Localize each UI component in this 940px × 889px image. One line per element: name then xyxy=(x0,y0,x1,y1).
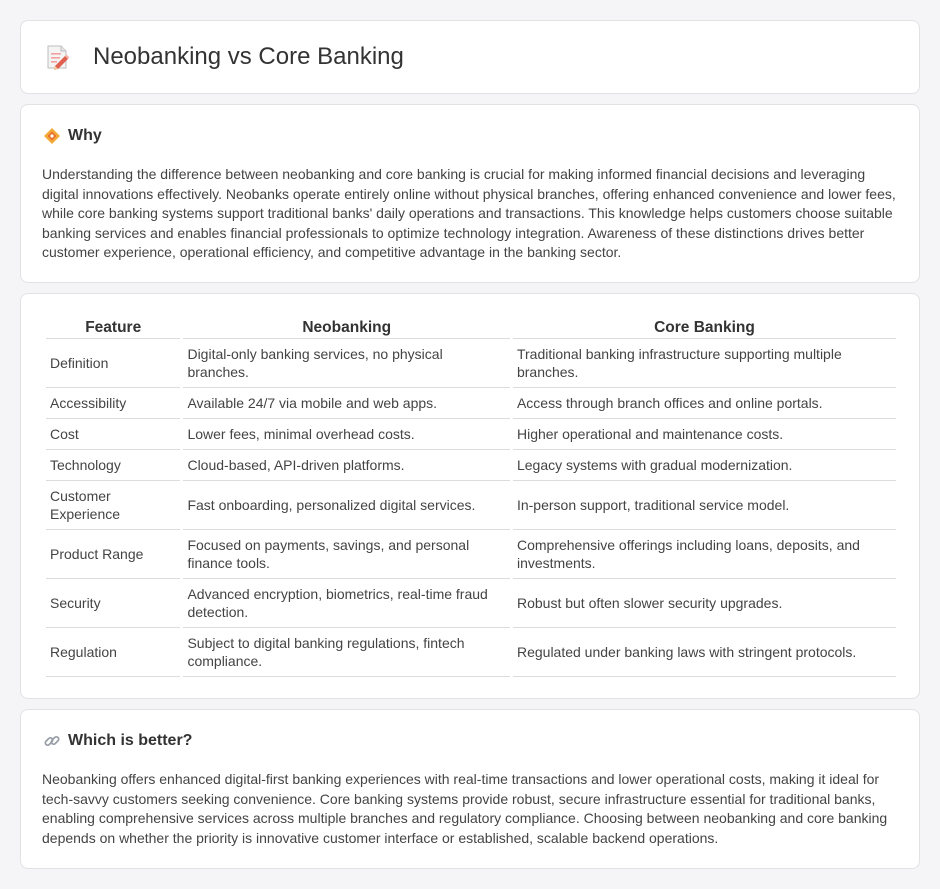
table-row xyxy=(46,419,896,450)
core-banking-cell: Access through branch offices and online portals. xyxy=(513,388,896,419)
link-icon xyxy=(43,732,61,750)
neobanking-cell: Digital-only banking services, no physical branches. xyxy=(183,339,510,388)
better-heading: Which is better? xyxy=(68,732,193,749)
feature-cell: Security xyxy=(46,579,180,628)
table-row xyxy=(46,481,896,530)
feature-cell: Technology xyxy=(46,450,180,481)
why-header xyxy=(43,127,102,145)
which-is-better-section xyxy=(20,709,920,869)
table-row xyxy=(46,339,896,388)
feature-cell: Cost xyxy=(46,419,180,450)
memo-pencil-icon xyxy=(43,43,71,71)
title-card xyxy=(20,20,920,94)
why-section xyxy=(20,104,920,283)
neobanking-cell: Available 24/7 via mobile and web apps. xyxy=(183,388,510,419)
neobanking-cell: Focused on payments, savings, and personal finance tools. xyxy=(183,530,510,579)
core-banking-cell: Traditional banking infrastructure supporting multiple branches. xyxy=(513,339,896,388)
neobanking-cell: Cloud-based, API-driven platforms. xyxy=(183,450,510,481)
feature-cell: Definition xyxy=(46,339,180,388)
comparison-section xyxy=(20,293,920,699)
core-banking-cell: Regulated under banking laws with stringent protocols. xyxy=(513,628,896,677)
core-banking-cell: Robust but often slower security upgrades. xyxy=(513,579,896,628)
table-row xyxy=(46,450,896,481)
neobanking-cell: Fast onboarding, personalized digital services. xyxy=(183,481,510,530)
neobanking-cell: Subject to digital banking regulations, fintech compliance. xyxy=(183,628,510,677)
page-title: Neobanking vs Core Banking xyxy=(93,43,404,70)
feature-cell: Regulation xyxy=(46,628,180,677)
header-core-banking: Core Banking xyxy=(513,315,896,339)
table-row xyxy=(46,628,896,677)
title-row xyxy=(43,43,404,71)
feature-cell: Customer Experience xyxy=(46,481,180,530)
better-text: Neobanking offers enhanced digital-first banking experiences with real-time transactions and lower operational costs, making it ideal for tech-savvy customers seeking convenience. Core banking systems provide robust, secure infrastructure essential for traditional banks, enabling comprehensive services across multiple branches and regulatory compliance. Choosing between neobanking and core banking depends on whether the priority is innovative customer interface or established, scalable backend operations. xyxy=(42,771,888,846)
core-banking-cell: Higher operational and maintenance costs. xyxy=(513,419,896,450)
table-row xyxy=(46,388,896,419)
table-header-row xyxy=(46,315,896,339)
why-text: Understanding the difference between neobanking and core banking is crucial for making informed financial decisions and leveraging digital innovations effectively. Neobanks operate entirely online without physical branches, offering enhanced convenience and lower fees, while core banking systems support traditional banks' daily operations and transactions. This knowledge helps customers choose suitable banking services and enables financial professionals to optimize technology integration. Awareness of these distinctions drives better customer experience, operational efficiency, and competitive advantage in the banking sector. xyxy=(42,166,896,261)
feature-cell: Product Range xyxy=(46,530,180,579)
neobanking-cell: Lower fees, minimal overhead costs. xyxy=(183,419,510,450)
core-banking-cell: Legacy systems with gradual modernization. xyxy=(513,450,896,481)
header-neobanking: Neobanking xyxy=(183,315,510,339)
why-heading: Why xyxy=(68,127,102,144)
header-feature: Feature xyxy=(46,315,180,339)
core-banking-cell: In-person support, traditional service model. xyxy=(513,481,896,530)
table-row xyxy=(46,530,896,579)
better-header xyxy=(43,732,192,750)
feature-cell: Accessibility xyxy=(46,388,180,419)
comparison-table xyxy=(43,315,899,677)
neobanking-cell: Advanced encryption, biometrics, real-time fraud detection. xyxy=(183,579,510,628)
diamond-bullet-icon xyxy=(43,127,61,145)
core-banking-cell: Comprehensive offerings including loans, deposits, and investments. xyxy=(513,530,896,579)
table-row xyxy=(46,579,896,628)
